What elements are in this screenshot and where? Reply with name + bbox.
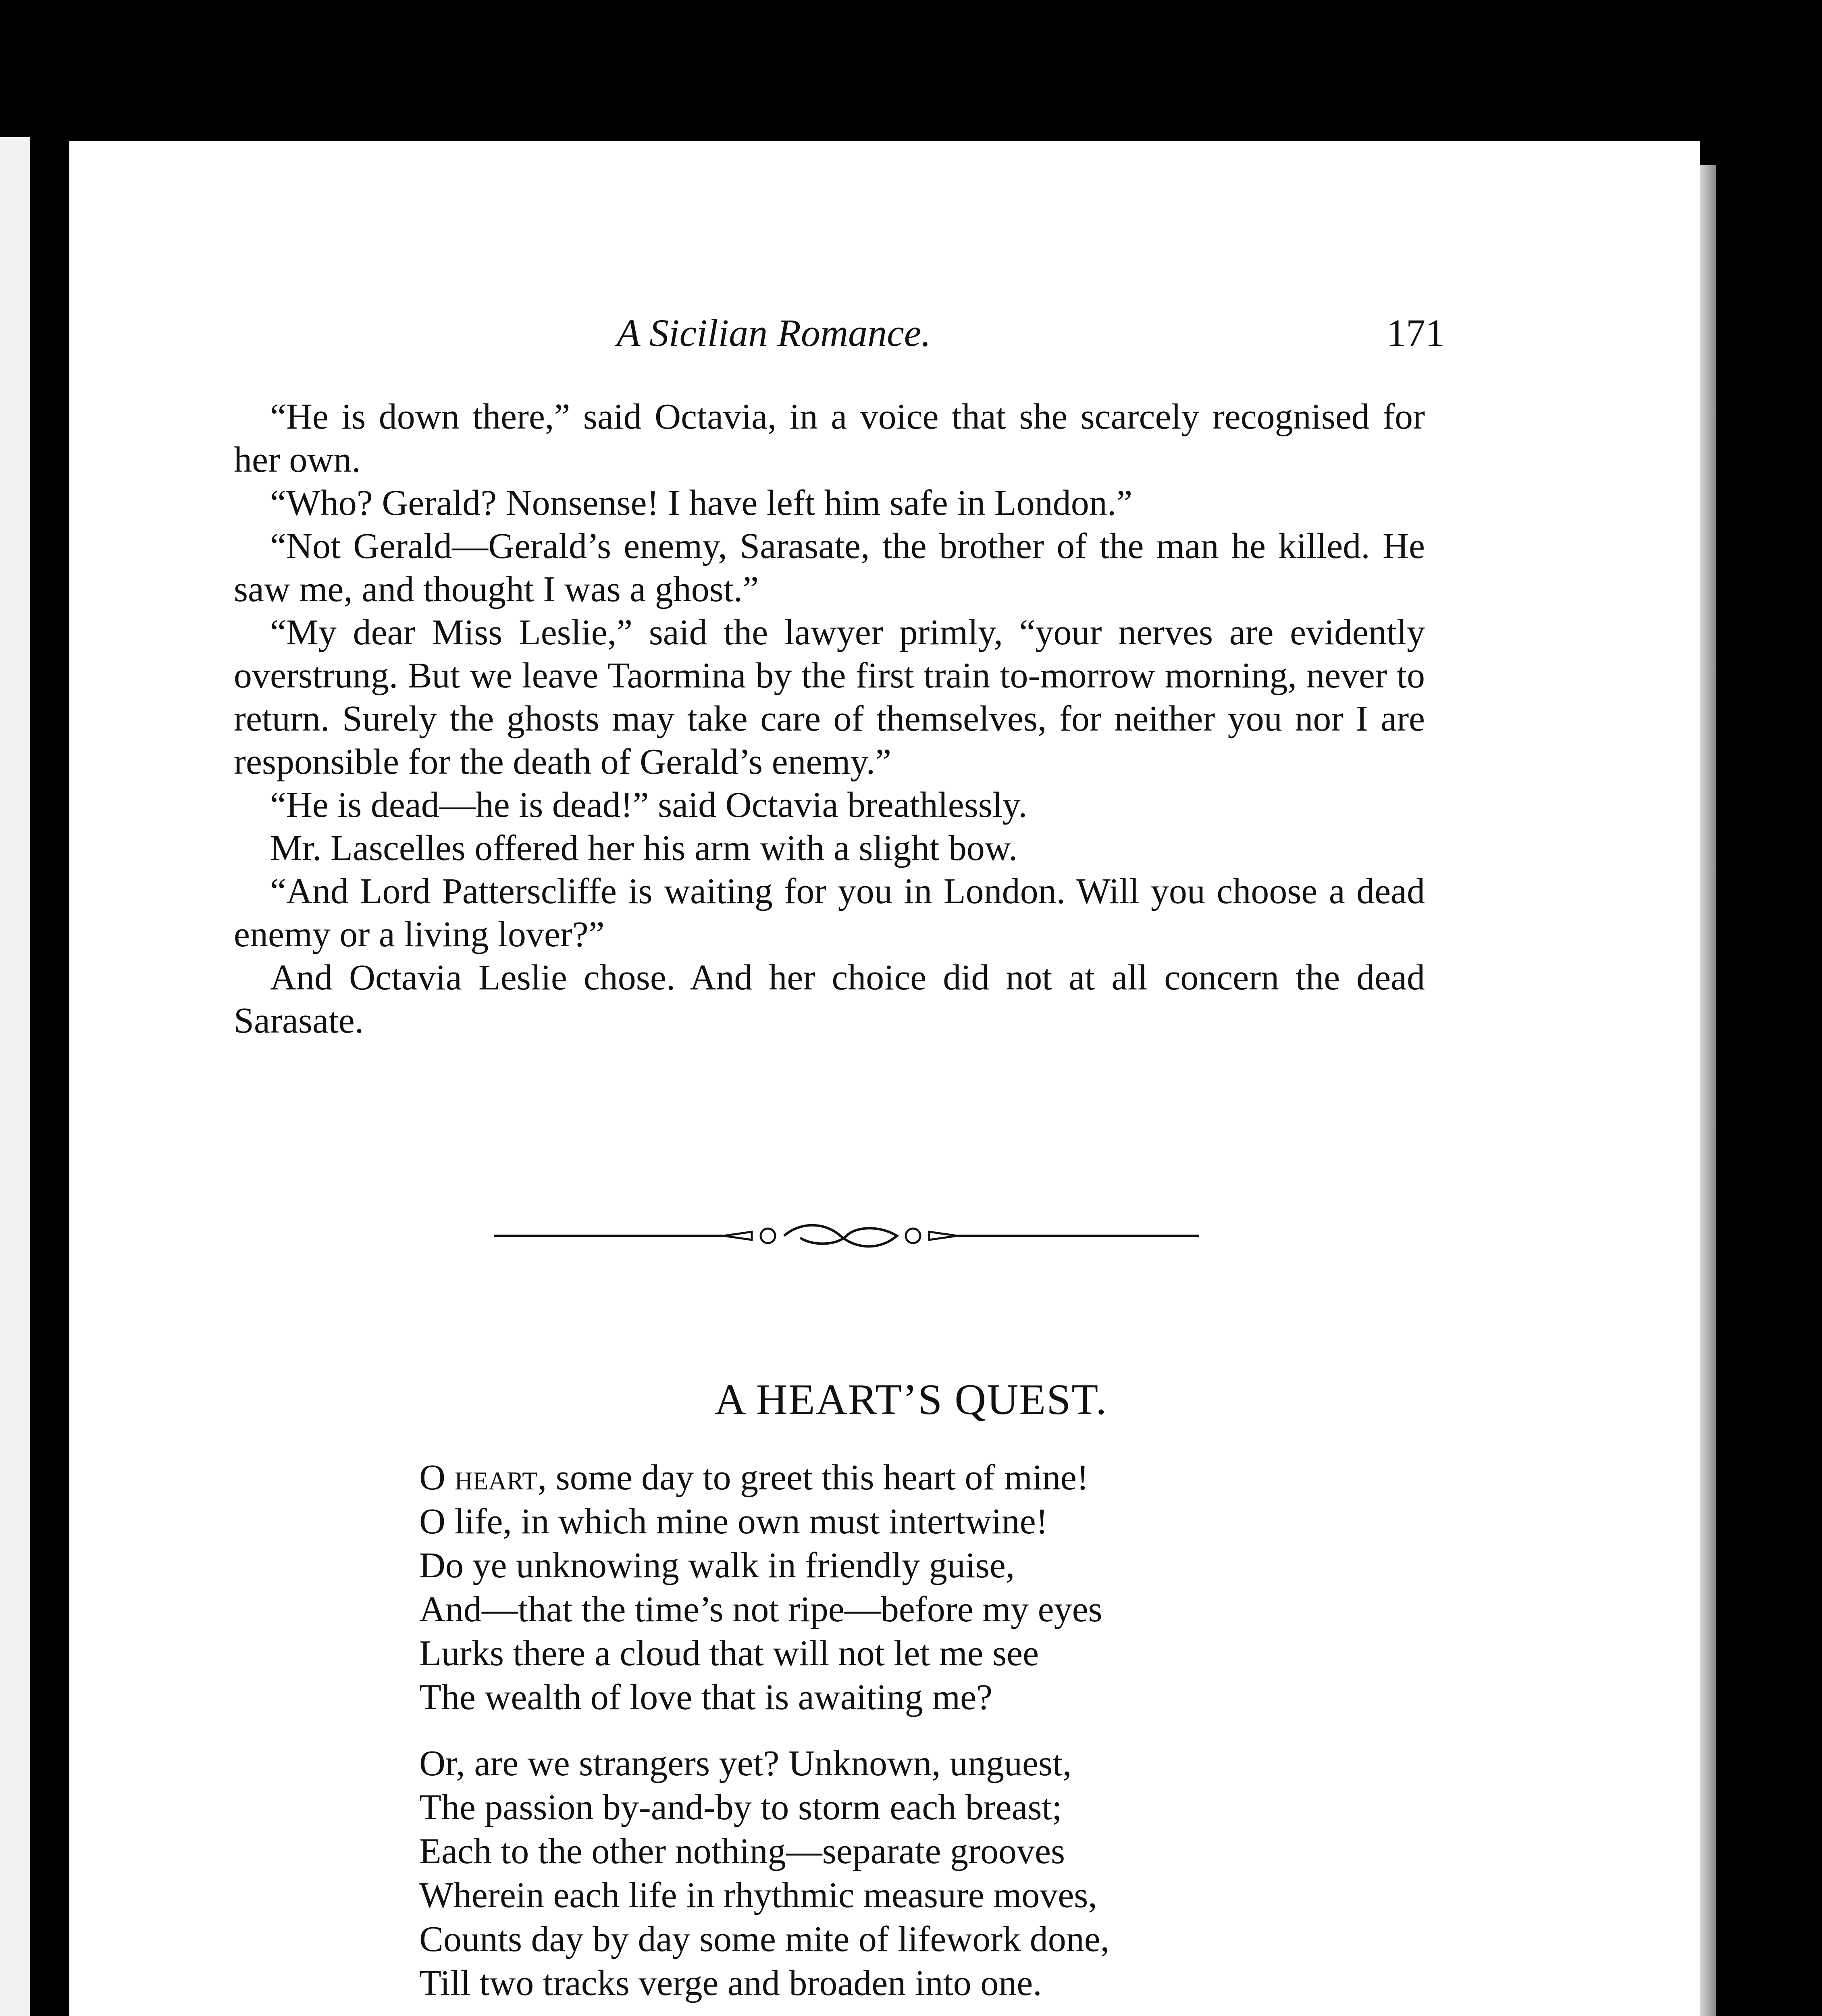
poem-line: The passion by-and-by to storm each breast; [419, 1787, 1062, 1827]
poem-line [419, 1456, 1395, 1500]
page-edge-shadow [1700, 165, 1716, 2016]
poem-line: Till two tracks verge and broaden into one. [419, 1963, 1042, 2003]
paragraph: Mr. Lascelles offered her his arm with a slight bow. [270, 828, 1018, 868]
poem-title: A HEART’S QUEST. [714, 1376, 1108, 1424]
first-line-text: some day to greet this heart of mine! [547, 1458, 1089, 1497]
poem-line: Or, are we strangers yet? Unknown, unguest, [419, 1743, 1072, 1783]
running-head: A Sicilian Romance. [617, 311, 931, 354]
poem-line: Do ye unknowing walk in friendly guise, [419, 1545, 1015, 1585]
stanza [419, 1456, 1395, 1719]
story-text [234, 395, 1425, 1042]
paragraph: “And Lord Patterscliffe is waiting for you in London. Will you choose a dead enemy or a living lover?” [234, 871, 1425, 954]
poem-line: Counts day by day some mite of lifework done, [419, 1919, 1110, 1959]
poem-line: O life, in which mine own must intertwine! [419, 1502, 1048, 1541]
poem-line: And—that the time’s not ripe—before my eyes [419, 1589, 1102, 1629]
poem [419, 1456, 1395, 2016]
paragraph: “Not Gerald—Gerald’s enemy, Sarasate, the brother of the man he killed. He saw me, and thought I was a ghost.” [234, 526, 1425, 609]
poem-line: The wealth of love that is awaiting me? [419, 1677, 993, 1717]
paragraph: “Who? Gerald? Nonsense! I have left him safe in London.” [270, 483, 1133, 523]
section-divider-ornament [494, 1222, 1199, 1250]
paragraph: “My dear Miss Leslie,” said the lawyer primly, “your nerves are evidently overstrung. But we leave Taormina by the first train to-morrow morning, never to return. Surely the ghosts may take care of themselves, for neither you nor I are responsible for the death of Gerald’s enemy.” [234, 612, 1425, 782]
paragraph: “He is dead—he is dead!” said Octavia breathlessly. [270, 785, 1027, 825]
paragraph: “He is down there,” said Octavia, in a voice that she scarcely recognised for her own. [234, 397, 1425, 480]
previous-page-edge [0, 137, 30, 2016]
poem-line: Each to the other nothing—separate grooves [419, 1831, 1065, 1871]
poem-line: Wherein each life in rhythmic measure moves, [419, 1875, 1097, 1915]
opening-small-caps: O heart, [419, 1458, 547, 1497]
stanza [419, 1741, 1395, 2005]
paragraph: And Octavia Leslie chose. And her choice did not at all concern the dead Sarasate. [234, 958, 1425, 1041]
page-number: 171 [1387, 311, 1445, 354]
poem-line: Lurks there a cloud that will not let me see [419, 1633, 1039, 1673]
